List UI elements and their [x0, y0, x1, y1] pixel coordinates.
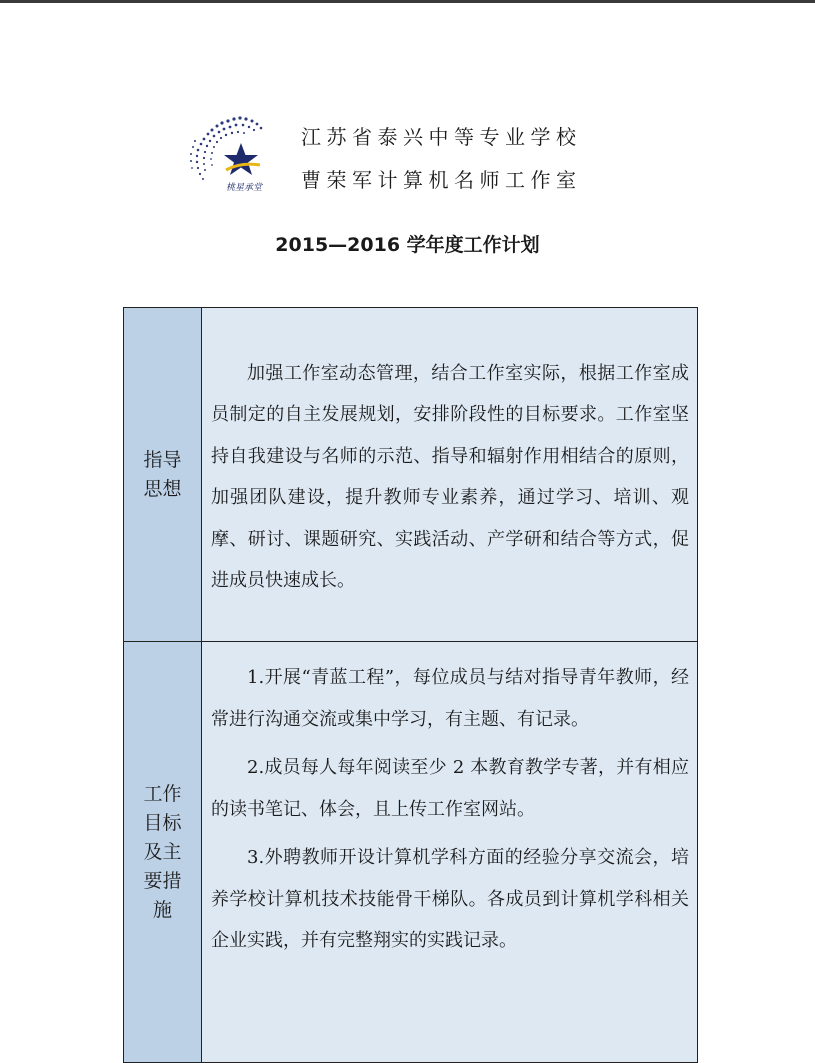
school-name: 江苏省泰兴中等专业学校: [301, 125, 582, 149]
svg-text:桃星承堂: 桃星承堂: [226, 183, 263, 193]
studio-logo: [186, 110, 272, 196]
section-label-guiding-ideology: 指导思想: [143, 448, 182, 500]
studio-name: 曹荣军计算机名师工作室: [301, 168, 582, 192]
document-header: [186, 110, 626, 200]
work-plan-table: [123, 307, 698, 1063]
table-row: [124, 642, 698, 1063]
measure-item-1: 1.开展“青蓝工程”，每位成员与结对指导青年教师，经常进行沟通交流或集中学习，有主题、有记录。: [211, 667, 689, 730]
measure-item-3: 3.外聘教师开设计算机学科方面的经验分享交流会，培养学校计算机技术技能骨干梯队。各成员到计算机学科相关企业实践，并有完整翔实的实践记录。: [211, 847, 689, 951]
measure-item-2: 2.成员每人每年阅读至少 2 本教育教学专著，并有相应的读书笔记、体会，且上传工作室网站。: [211, 757, 689, 820]
section-label-cell: [124, 308, 202, 642]
table-row: [124, 308, 698, 642]
document-title: 2015—2016 学年度工作计划: [275, 234, 540, 256]
section-content-cell: [202, 642, 698, 1063]
page-top-border: [0, 0, 815, 3]
star-icon: [224, 143, 258, 175]
guiding-ideology-paragraph: 加强工作室动态管理，结合工作室实际，根据工作室成员制定的自主发展规划，安排阶段性的目标要求。工作室坚持自我建设与名师的示范、指导和辐射作用相结合的原则，加强团队建设，提升教师专业素养，通过学习、培训、观摩、研讨、课题研究、实践活动、产学研和结合等方式，促进成员快速成长。: [211, 362, 689, 591]
section-label-goals-measures: 工作目标及主要措施: [143, 782, 182, 921]
section-label-cell: [124, 642, 202, 1063]
section-content-cell: [202, 308, 698, 642]
